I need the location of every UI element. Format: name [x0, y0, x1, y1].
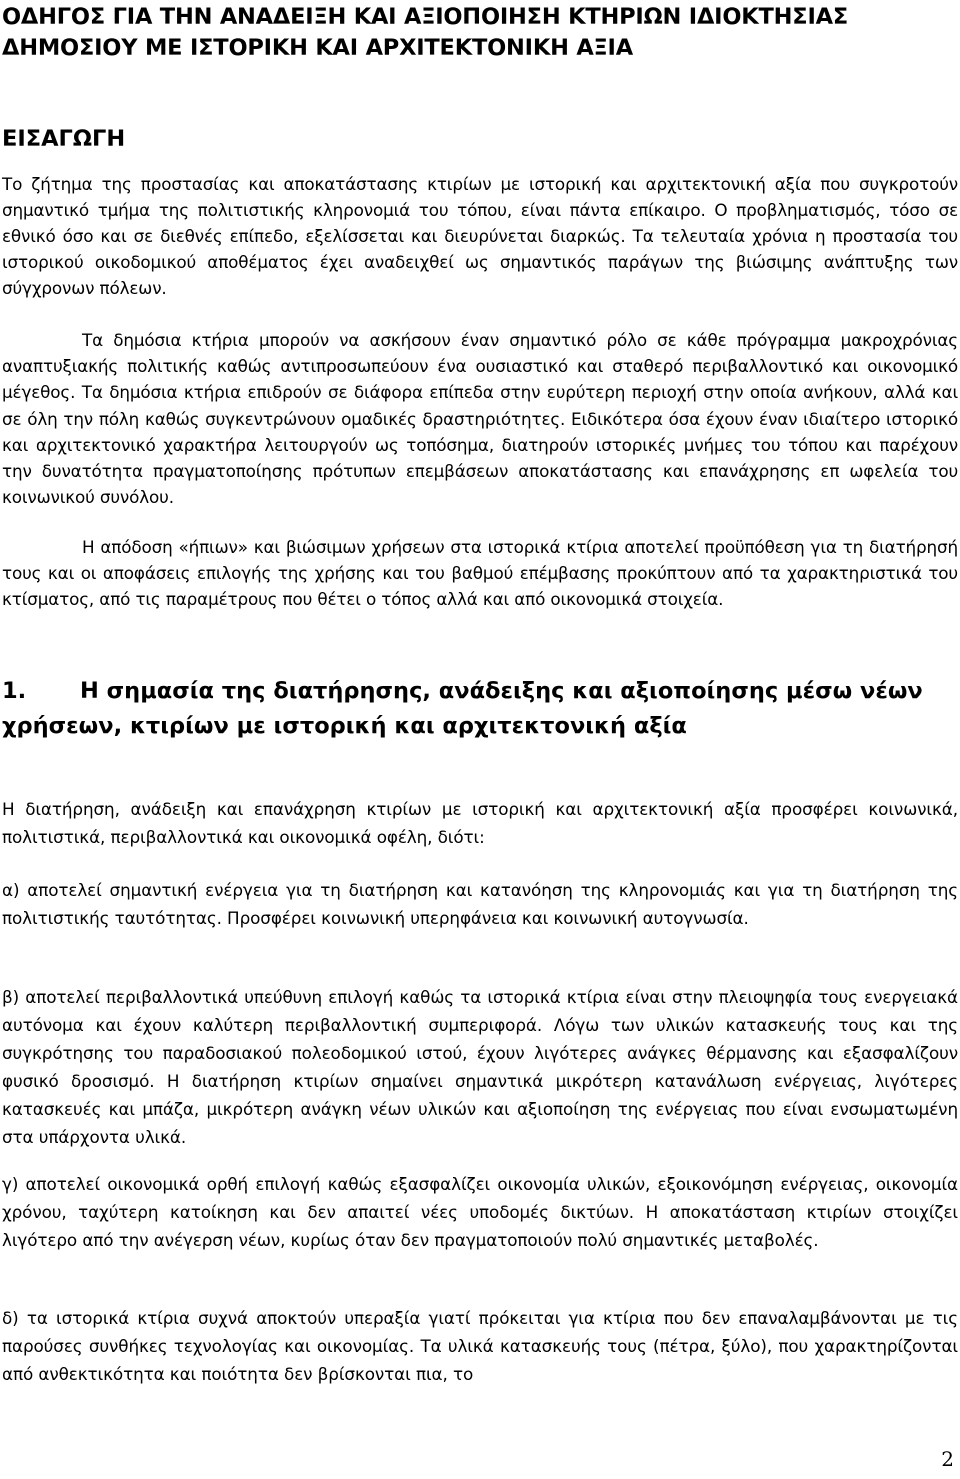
- intro-heading: ΕΙΣΑΓΩΓΗ: [2, 126, 126, 152]
- section-1-number: 1.: [2, 678, 27, 704]
- section-1-heading: [2, 674, 958, 744]
- document-title: ΟΔΗΓΟΣ ΓΙΑ ΤΗΝ ΑΝΑΔΕΙΞΗ ΚΑΙ ΑΞΙΟΠΟΙΗΣΗ ΚΤΗΡΙΩΝ ΙΔΙΟΚΤΗΣΙΑΣ ΔΗΜΟΣΙΟΥ ΜΕ ΙΣΤΟΡΙΚΗ ΚΑΙ ΑΡΧΙΤΕΚΤΟΝΙΚΗ ΑΞΙΑ: [2, 4, 848, 61]
- intro-paragraph-1: Το ζήτημα της προστασίας και αποκατάστασης κτιρίων με ιστορική και αρχιτεκτονική αξία που συγκροτούν σημαντικό τμήμα της πολιτιστικής κληρονομιά του τόπου, είναι πάντα επίκαιρο. Ο προβληματισμός, τόσο σε εθνικό όσο και σε διεθνές επίπεδο, εξελίσσεται και διευρύνεται διαρκώς. Τα τελευταία χρόνια η προστασία του ιστορικού οικοδομικού αποθέματος έχει αναδειχθεί ως σημαντικός παράγων της βιώσιμης ανάπτυξης των σύγχρονων πόλεων.: [2, 174, 958, 298]
- section-1-intro: Η διατήρηση, ανάδειξη και επανάχρηση κτιρίων με ιστορική και αρχιτεκτονική αξία προσφέρει κοινωνικά, πολιτιστικά, περιβαλλοντικά και οικονομικά οφέλη, διότι:: [2, 799, 958, 847]
- section-1-point-c: γ) αποτελεί οικονομικά ορθή επιλογή καθώς εξασφαλίζει οικονομία υλικών, εξοικονόμηση ενέργειας, οικονομία χρόνου, ταχύτερη κατοίκηση και δεν απαιτεί νέες υποδομές δικτύων. Η αποκατάσταση κτιρίων στοιχίζει λιγότερο από την ανέγερση νέων, κυρίως όταν δεν πραγματοποιούν πολύ σημαντικές μεταβολές.: [2, 1174, 958, 1250]
- section-1-point-b: β) αποτελεί περιβαλλοντικά υπεύθυνη επιλογή καθώς τα ιστορικά κτίρια είναι στην πλειοψηφία τους ενεργειακά αυτόνομα και έχουν καλύτερη περιβαλλοντική συμπεριφορά. Λόγω των υλικών κατασκευής τους και της συγκρότησης του παραδοσιακού πολεοδομικού ιστού, έχουν λιγότερες ανάγκες θέρμανσης και εξασφαλίζουν φυσικό δροσισμό. Η διατήρηση κτιρίων σημαίνει σημαντικά μικρότερη κατανάλωση ενέργειας, λιγότερες κατασκευές και μπάζα, μικρότερη ανάγκη νέων υλικών και αξιοποίηση της ενέργειας που είναι ενσωματωμένη στα υπάρχοντα υλικά.: [2, 987, 958, 1147]
- page-number: 2: [941, 1447, 954, 1471]
- intro-paragraph-3: Η απόδοση «ήπιων» και βιώσιμων χρήσεων στα ιστορικά κτίρια αποτελεί προϋπόθεση για τη διατήρησή τους και οι αποφάσεις επιλογής της χρήσης και του βαθμού επέμβασης προκύπτουν από τα χαρακτηριστικά του κτίσματος, από τις παραμέτρους που θέτει ο τόπος αλλά και από οικονομικά στοιχεία.: [2, 537, 958, 609]
- section-1-point-a: α) αποτελεί σημαντική ενέργεια για τη διατήρηση και κατανόηση της κληρονομιάς και για τη διατήρηση της πολιτιστικής ταυτότητας. Προσφέρει κοινωνική υπερηφάνεια και κοινωνική αυτογνωσία.: [2, 880, 958, 928]
- section-1-point-d: δ) τα ιστορικά κτίρια συχνά αποκτούν υπεραξία γιατί πρόκειται για κτίρια που δεν επαναλαμβάνονται με τις παρούσες συνθήκες τεχνολογίας και οικονομίας. Τα υλικά κατασκευής τους (πέτρα, ξύλο), που χαρακτηρίζονται από ανθεκτικότητα και ποιότητα δεν βρίσκονται πια, το: [2, 1308, 958, 1384]
- section-1-title: Η σημασία της διατήρησης, ανάδειξης και αξιοποίησης μέσω νέων χρήσεων, κτιρίων με ιστορική και αρχιτεκτονική αξία: [2, 678, 923, 739]
- intro-paragraph-2: Τα δημόσια κτήρια μπορούν να ασκήσουν έναν σημαντικό ρόλο σε κάθε πρόγραμμα μακροχρόνιας αναπτυξιακής πολιτικής καθώς αντιπροσωπεύουν ένα ουσιαστικό και σταθερό περιβαλλοντικό και οικονομικό μέγεθος. Τα δημόσια κτήρια επιδρούν σε διάφορα επίπεδα στην ευρύτερη περιοχή στην οποία ανήκουν, αλλά και σε όλη την πόλη καθώς συγκεντρώνουν ομαδικές δραστηριότητες. Ειδικότερα όσα έχουν έναν ιδιαίτερο ιστορικό και αρχιτεκτονικό χαρακτήρα λειτουργούν ως τοπόσημα, διατηρούν ιστορικές μνήμες του τόπου και παρέχουν την δυνατότητα πραγματοποίησης πρότυπων επεμβάσεων αποκατάστασης και επανάχρησης επ ωφελεία του κοινωνικού συνόλου.: [2, 330, 958, 508]
